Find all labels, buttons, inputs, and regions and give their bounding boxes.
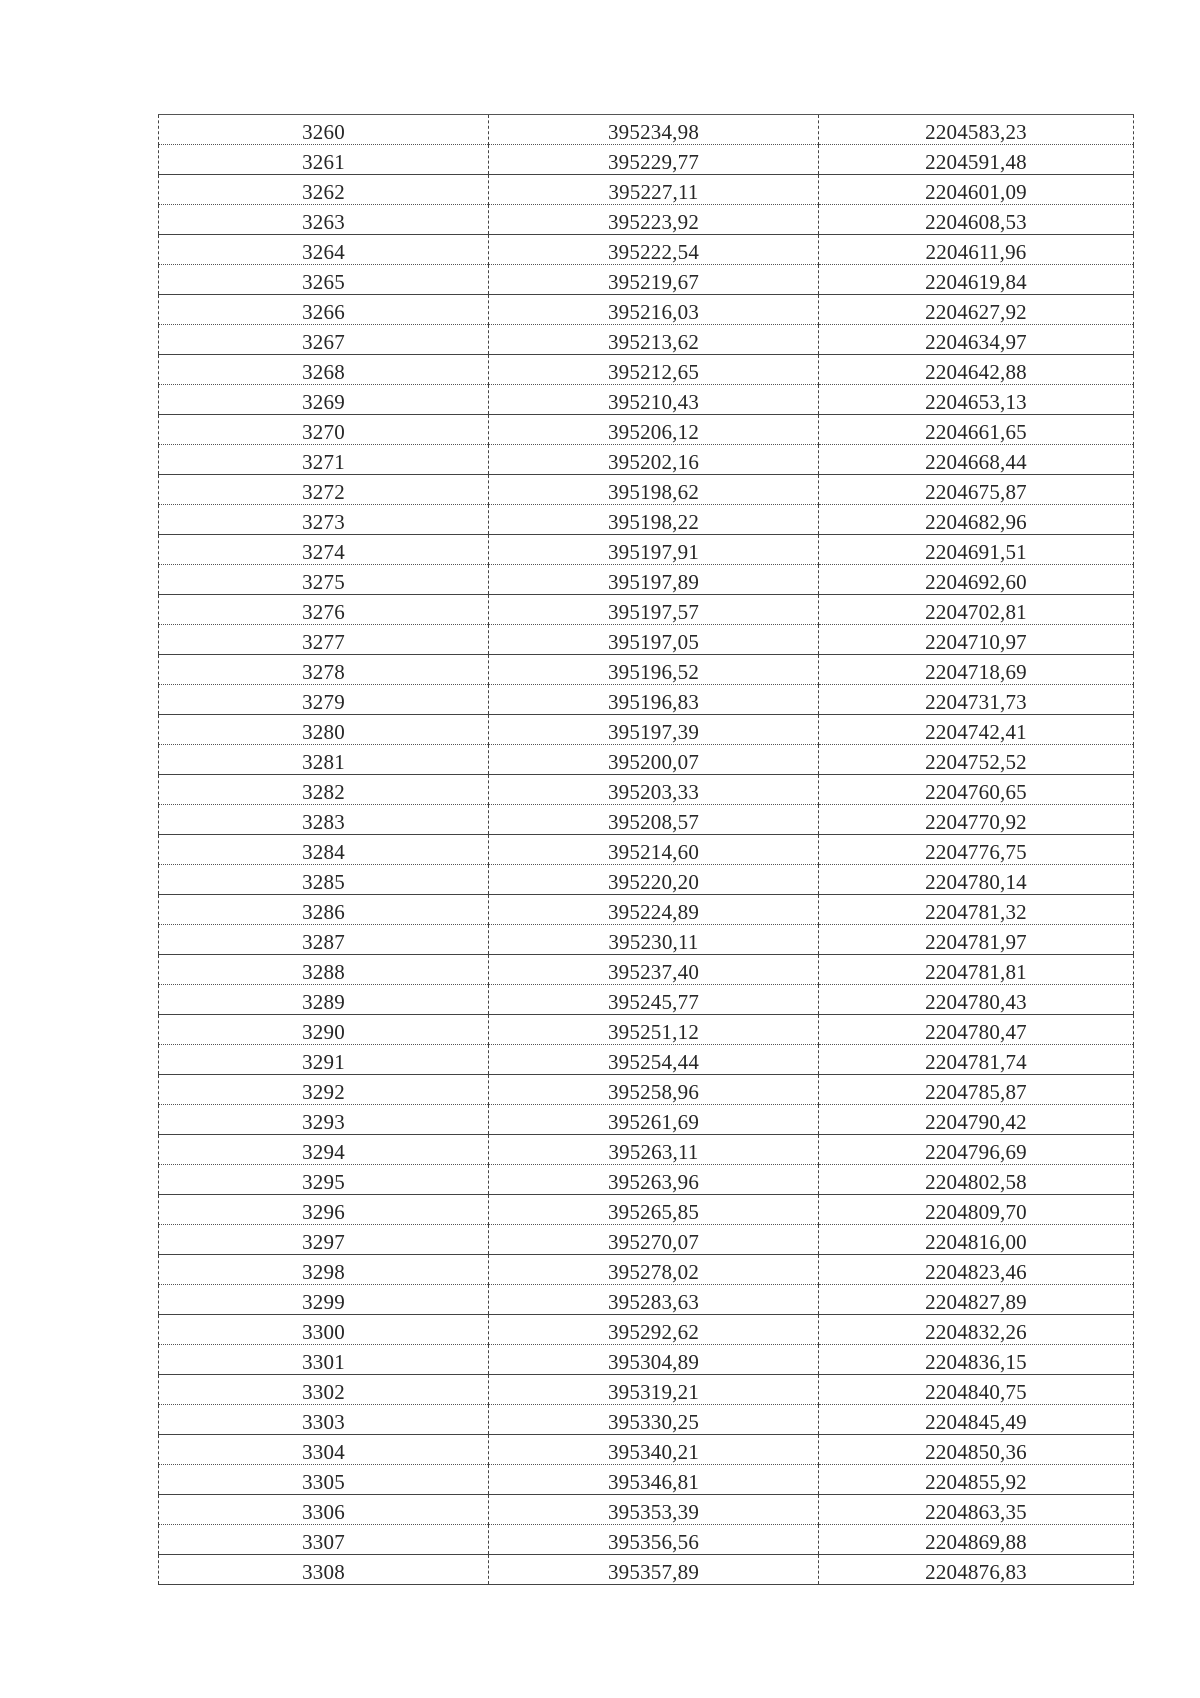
- table-row: [159, 925, 1134, 955]
- table-row: [159, 1165, 1134, 1195]
- x-coordinate-cell: 395197,39: [489, 715, 819, 745]
- x-coordinate-cell: 395230,11: [489, 925, 819, 955]
- y-coordinate-cell: 2204785,87: [819, 1075, 1134, 1105]
- table-row: [159, 1255, 1134, 1285]
- table-row: [159, 1135, 1134, 1165]
- y-coordinate-cell: 2204850,36: [819, 1435, 1134, 1465]
- point-number-cell: 3270: [159, 415, 489, 445]
- point-number-cell: 3302: [159, 1375, 489, 1405]
- x-coordinate-cell: 395254,44: [489, 1045, 819, 1075]
- x-coordinate-cell: 395223,92: [489, 205, 819, 235]
- y-coordinate-cell: 2204781,81: [819, 955, 1134, 985]
- table-row: [159, 595, 1134, 625]
- y-coordinate-cell: 2204611,96: [819, 235, 1134, 265]
- point-number-cell: 3295: [159, 1165, 489, 1195]
- x-coordinate-cell: 395200,07: [489, 745, 819, 775]
- point-number-cell: 3289: [159, 985, 489, 1015]
- table-row: [159, 1345, 1134, 1375]
- table-row: [159, 625, 1134, 655]
- x-coordinate-cell: 395196,83: [489, 685, 819, 715]
- x-coordinate-cell: 395216,03: [489, 295, 819, 325]
- y-coordinate-cell: 2204780,43: [819, 985, 1134, 1015]
- y-coordinate-cell: 2204642,88: [819, 355, 1134, 385]
- y-coordinate-cell: 2204796,69: [819, 1135, 1134, 1165]
- table-row: [159, 1195, 1134, 1225]
- y-coordinate-cell: 2204675,87: [819, 475, 1134, 505]
- x-coordinate-cell: 395229,77: [489, 145, 819, 175]
- table-row: [159, 325, 1134, 355]
- x-coordinate-cell: 395245,77: [489, 985, 819, 1015]
- y-coordinate-cell: 2204634,97: [819, 325, 1134, 355]
- table-row: [159, 715, 1134, 745]
- x-coordinate-cell: 395214,60: [489, 835, 819, 865]
- table-row: [159, 1315, 1134, 1345]
- point-number-cell: 3304: [159, 1435, 489, 1465]
- y-coordinate-cell: 2204876,83: [819, 1555, 1134, 1585]
- point-number-cell: 3282: [159, 775, 489, 805]
- y-coordinate-cell: 2204702,81: [819, 595, 1134, 625]
- x-coordinate-cell: 395270,07: [489, 1225, 819, 1255]
- point-number-cell: 3273: [159, 505, 489, 535]
- y-coordinate-cell: 2204809,70: [819, 1195, 1134, 1225]
- x-coordinate-cell: 395292,62: [489, 1315, 819, 1345]
- x-coordinate-cell: 395251,12: [489, 1015, 819, 1045]
- x-coordinate-cell: 395219,67: [489, 265, 819, 295]
- x-coordinate-cell: 395263,11: [489, 1135, 819, 1165]
- coordinates-table-body: [159, 115, 1134, 1585]
- x-coordinate-cell: 395197,91: [489, 535, 819, 565]
- point-number-cell: 3297: [159, 1225, 489, 1255]
- y-coordinate-cell: 2204770,92: [819, 805, 1134, 835]
- y-coordinate-cell: 2204780,14: [819, 865, 1134, 895]
- x-coordinate-cell: 395319,21: [489, 1375, 819, 1405]
- table-row: [159, 775, 1134, 805]
- point-number-cell: 3265: [159, 265, 489, 295]
- table-row: [159, 1525, 1134, 1555]
- y-coordinate-cell: 2204802,58: [819, 1165, 1134, 1195]
- table-row: [159, 1495, 1134, 1525]
- y-coordinate-cell: 2204760,65: [819, 775, 1134, 805]
- point-number-cell: 3266: [159, 295, 489, 325]
- point-number-cell: 3308: [159, 1555, 489, 1585]
- point-number-cell: 3284: [159, 835, 489, 865]
- y-coordinate-cell: 2204827,89: [819, 1285, 1134, 1315]
- y-coordinate-cell: 2204653,13: [819, 385, 1134, 415]
- point-number-cell: 3306: [159, 1495, 489, 1525]
- point-number-cell: 3281: [159, 745, 489, 775]
- point-number-cell: 3290: [159, 1015, 489, 1045]
- y-coordinate-cell: 2204781,97: [819, 925, 1134, 955]
- table-row: [159, 385, 1134, 415]
- x-coordinate-cell: 395357,89: [489, 1555, 819, 1585]
- y-coordinate-cell: 2204731,73: [819, 685, 1134, 715]
- table-row: [159, 1405, 1134, 1435]
- y-coordinate-cell: 2204816,00: [819, 1225, 1134, 1255]
- point-number-cell: 3279: [159, 685, 489, 715]
- table-row: [159, 685, 1134, 715]
- table-row: [159, 1045, 1134, 1075]
- y-coordinate-cell: 2204718,69: [819, 655, 1134, 685]
- point-number-cell: 3307: [159, 1525, 489, 1555]
- point-number-cell: 3272: [159, 475, 489, 505]
- point-number-cell: 3288: [159, 955, 489, 985]
- point-number-cell: 3276: [159, 595, 489, 625]
- table-row: [159, 835, 1134, 865]
- x-coordinate-cell: 395212,65: [489, 355, 819, 385]
- x-coordinate-cell: 395237,40: [489, 955, 819, 985]
- table-row: [159, 655, 1134, 685]
- table-row: [159, 745, 1134, 775]
- y-coordinate-cell: 2204781,32: [819, 895, 1134, 925]
- point-number-cell: 3274: [159, 535, 489, 565]
- x-coordinate-cell: 395208,57: [489, 805, 819, 835]
- point-number-cell: 3278: [159, 655, 489, 685]
- table-row: [159, 535, 1134, 565]
- x-coordinate-cell: 395340,21: [489, 1435, 819, 1465]
- table-row: [159, 145, 1134, 175]
- y-coordinate-cell: 2204780,47: [819, 1015, 1134, 1045]
- table-row: [159, 1015, 1134, 1045]
- y-coordinate-cell: 2204691,51: [819, 535, 1134, 565]
- y-coordinate-cell: 2204692,60: [819, 565, 1134, 595]
- point-number-cell: 3280: [159, 715, 489, 745]
- coordinates-table: [158, 114, 1134, 1585]
- x-coordinate-cell: 395198,22: [489, 505, 819, 535]
- y-coordinate-cell: 2204836,15: [819, 1345, 1134, 1375]
- point-number-cell: 3301: [159, 1345, 489, 1375]
- point-number-cell: 3271: [159, 445, 489, 475]
- x-coordinate-cell: 395356,56: [489, 1525, 819, 1555]
- y-coordinate-cell: 2204668,44: [819, 445, 1134, 475]
- x-coordinate-cell: 395227,11: [489, 175, 819, 205]
- y-coordinate-cell: 2204832,26: [819, 1315, 1134, 1345]
- table-row: [159, 1285, 1134, 1315]
- x-coordinate-cell: 395196,52: [489, 655, 819, 685]
- x-coordinate-cell: 395304,89: [489, 1345, 819, 1375]
- table-row: [159, 235, 1134, 265]
- y-coordinate-cell: 2204781,74: [819, 1045, 1134, 1075]
- x-coordinate-cell: 395330,25: [489, 1405, 819, 1435]
- table-row: [159, 805, 1134, 835]
- table-row: [159, 415, 1134, 445]
- table-row: [159, 115, 1134, 145]
- x-coordinate-cell: 395234,98: [489, 115, 819, 145]
- y-coordinate-cell: 2204583,23: [819, 115, 1134, 145]
- y-coordinate-cell: 2204855,92: [819, 1465, 1134, 1495]
- table-row: [159, 355, 1134, 385]
- point-number-cell: 3293: [159, 1105, 489, 1135]
- table-row: [159, 1075, 1134, 1105]
- table-row: [159, 475, 1134, 505]
- point-number-cell: 3267: [159, 325, 489, 355]
- x-coordinate-cell: 395258,96: [489, 1075, 819, 1105]
- table-row: [159, 1225, 1134, 1255]
- y-coordinate-cell: 2204661,65: [819, 415, 1134, 445]
- point-number-cell: 3300: [159, 1315, 489, 1345]
- x-coordinate-cell: 395263,96: [489, 1165, 819, 1195]
- x-coordinate-cell: 395206,12: [489, 415, 819, 445]
- table-row: [159, 1435, 1134, 1465]
- x-coordinate-cell: 395210,43: [489, 385, 819, 415]
- table-row: [159, 1105, 1134, 1135]
- point-number-cell: 3268: [159, 355, 489, 385]
- table-row: [159, 1555, 1134, 1585]
- x-coordinate-cell: 395220,20: [489, 865, 819, 895]
- point-number-cell: 3303: [159, 1405, 489, 1435]
- x-coordinate-cell: 395278,02: [489, 1255, 819, 1285]
- x-coordinate-cell: 395265,85: [489, 1195, 819, 1225]
- table-row: [159, 1465, 1134, 1495]
- point-number-cell: 3283: [159, 805, 489, 835]
- table-row: [159, 445, 1134, 475]
- table-row: [159, 565, 1134, 595]
- y-coordinate-cell: 2204823,46: [819, 1255, 1134, 1285]
- x-coordinate-cell: 395202,16: [489, 445, 819, 475]
- x-coordinate-cell: 395346,81: [489, 1465, 819, 1495]
- table-row: [159, 175, 1134, 205]
- point-number-cell: 3296: [159, 1195, 489, 1225]
- y-coordinate-cell: 2204752,52: [819, 745, 1134, 775]
- point-number-cell: 3260: [159, 115, 489, 145]
- x-coordinate-cell: 395222,54: [489, 235, 819, 265]
- x-coordinate-cell: 395224,89: [489, 895, 819, 925]
- point-number-cell: 3264: [159, 235, 489, 265]
- y-coordinate-cell: 2204710,97: [819, 625, 1134, 655]
- y-coordinate-cell: 2204840,75: [819, 1375, 1134, 1405]
- x-coordinate-cell: 395283,63: [489, 1285, 819, 1315]
- point-number-cell: 3269: [159, 385, 489, 415]
- point-number-cell: 3299: [159, 1285, 489, 1315]
- x-coordinate-cell: 395203,33: [489, 775, 819, 805]
- x-coordinate-cell: 395197,05: [489, 625, 819, 655]
- y-coordinate-cell: 2204608,53: [819, 205, 1134, 235]
- point-number-cell: 3291: [159, 1045, 489, 1075]
- table-row: [159, 865, 1134, 895]
- point-number-cell: 3298: [159, 1255, 489, 1285]
- x-coordinate-cell: 395198,62: [489, 475, 819, 505]
- point-number-cell: 3277: [159, 625, 489, 655]
- point-number-cell: 3294: [159, 1135, 489, 1165]
- table-row: [159, 895, 1134, 925]
- table-row: [159, 265, 1134, 295]
- table-row: [159, 505, 1134, 535]
- y-coordinate-cell: 2204619,84: [819, 265, 1134, 295]
- table-row: [159, 985, 1134, 1015]
- point-number-cell: 3285: [159, 865, 489, 895]
- point-number-cell: 3261: [159, 145, 489, 175]
- x-coordinate-cell: 395353,39: [489, 1495, 819, 1525]
- table-row: [159, 955, 1134, 985]
- x-coordinate-cell: 395213,62: [489, 325, 819, 355]
- table-row: [159, 295, 1134, 325]
- x-coordinate-cell: 395197,89: [489, 565, 819, 595]
- x-coordinate-cell: 395197,57: [489, 595, 819, 625]
- point-number-cell: 3292: [159, 1075, 489, 1105]
- y-coordinate-cell: 2204682,96: [819, 505, 1134, 535]
- point-number-cell: 3262: [159, 175, 489, 205]
- point-number-cell: 3286: [159, 895, 489, 925]
- table-row: [159, 205, 1134, 235]
- x-coordinate-cell: 395261,69: [489, 1105, 819, 1135]
- y-coordinate-cell: 2204627,92: [819, 295, 1134, 325]
- y-coordinate-cell: 2204591,48: [819, 145, 1134, 175]
- point-number-cell: 3275: [159, 565, 489, 595]
- y-coordinate-cell: 2204863,35: [819, 1495, 1134, 1525]
- y-coordinate-cell: 2204776,75: [819, 835, 1134, 865]
- y-coordinate-cell: 2204790,42: [819, 1105, 1134, 1135]
- point-number-cell: 3287: [159, 925, 489, 955]
- y-coordinate-cell: 2204845,49: [819, 1405, 1134, 1435]
- y-coordinate-cell: 2204869,88: [819, 1525, 1134, 1555]
- table-row: [159, 1375, 1134, 1405]
- y-coordinate-cell: 2204601,09: [819, 175, 1134, 205]
- point-number-cell: 3305: [159, 1465, 489, 1495]
- point-number-cell: 3263: [159, 205, 489, 235]
- y-coordinate-cell: 2204742,41: [819, 715, 1134, 745]
